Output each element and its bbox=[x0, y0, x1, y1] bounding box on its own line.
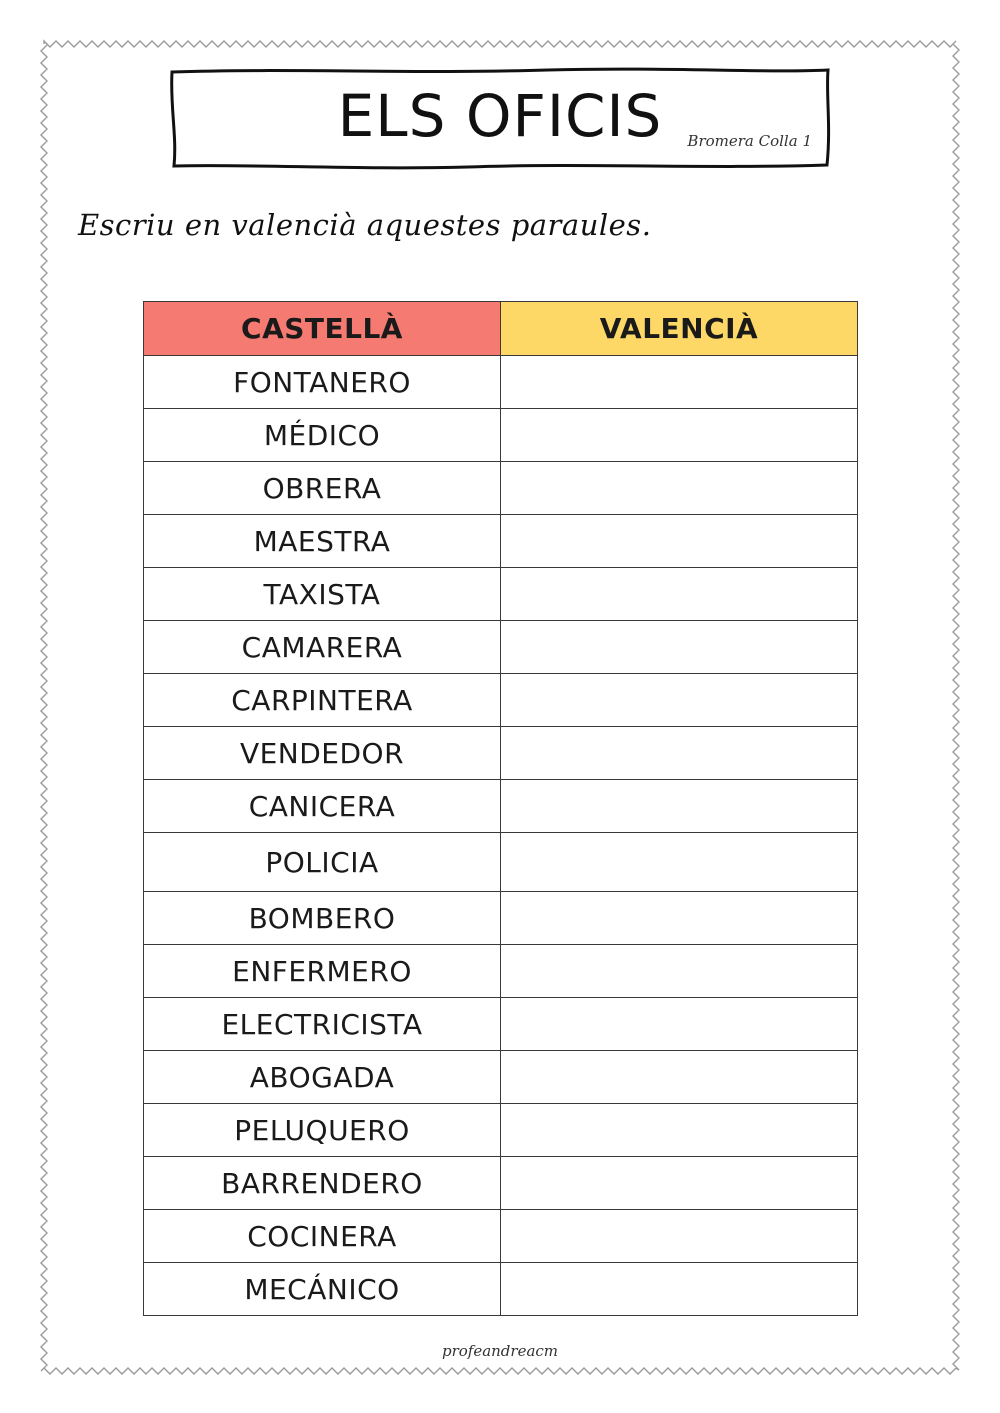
header-valencia: VALENCIÀ bbox=[501, 302, 858, 356]
valencia-answer-cell[interactable] bbox=[501, 568, 858, 621]
valencia-answer-cell[interactable] bbox=[501, 1210, 858, 1263]
valencia-answer-cell[interactable] bbox=[501, 462, 858, 515]
table-row bbox=[144, 356, 858, 409]
footer-credit: profeandreacm bbox=[441, 1342, 559, 1360]
castella-word-cell: ELECTRICISTA bbox=[144, 998, 501, 1051]
castella-word-cell: ABOGADA bbox=[144, 1051, 501, 1104]
castella-word-cell: MECÁNICO bbox=[144, 1263, 501, 1316]
table-row bbox=[144, 945, 858, 998]
table-row bbox=[144, 1263, 858, 1316]
valencia-answer-cell[interactable] bbox=[501, 1263, 858, 1316]
castella-word-cell: PELUQUERO bbox=[144, 1104, 501, 1157]
castella-word-cell: BOMBERO bbox=[144, 892, 501, 945]
table-body bbox=[144, 356, 858, 1316]
castella-word-cell: TAXISTA bbox=[144, 568, 501, 621]
valencia-answer-cell[interactable] bbox=[501, 892, 858, 945]
table-row bbox=[144, 1210, 858, 1263]
castella-word-cell: ENFERMERO bbox=[144, 945, 501, 998]
valencia-answer-cell[interactable] bbox=[501, 1051, 858, 1104]
valencia-answer-cell[interactable] bbox=[501, 727, 858, 780]
valencia-answer-cell[interactable] bbox=[501, 356, 858, 409]
vocabulary-table bbox=[143, 301, 858, 1316]
castella-word-cell: MAESTRA bbox=[144, 515, 501, 568]
valencia-answer-cell[interactable] bbox=[501, 780, 858, 833]
table-row bbox=[144, 998, 858, 1051]
header-castella: CASTELLÀ bbox=[144, 302, 501, 356]
table-row bbox=[144, 1051, 858, 1104]
valencia-answer-cell[interactable] bbox=[501, 1104, 858, 1157]
castella-word-cell: OBRERA bbox=[144, 462, 501, 515]
valencia-answer-cell[interactable] bbox=[501, 998, 858, 1051]
castella-word-cell: POLICIA bbox=[144, 833, 501, 892]
page-title: ELS OFICIS bbox=[337, 82, 663, 150]
table-row bbox=[144, 1157, 858, 1210]
castella-word-cell: CARPINTERA bbox=[144, 674, 501, 727]
castella-word-cell: CANICERA bbox=[144, 780, 501, 833]
table-row bbox=[144, 462, 858, 515]
castella-word-cell: FONTANERO bbox=[144, 356, 501, 409]
valencia-answer-cell[interactable] bbox=[501, 621, 858, 674]
valencia-answer-cell[interactable] bbox=[501, 1157, 858, 1210]
title-box bbox=[168, 66, 832, 170]
table-row bbox=[144, 409, 858, 462]
table-row bbox=[144, 892, 858, 945]
valencia-answer-cell[interactable] bbox=[501, 945, 858, 998]
valencia-answer-cell[interactable] bbox=[501, 409, 858, 462]
castella-word-cell: MÉDICO bbox=[144, 409, 501, 462]
table-row bbox=[144, 621, 858, 674]
source-tag: Bromera Colla 1 bbox=[687, 132, 812, 150]
table-row bbox=[144, 780, 858, 833]
instruction-text: Escriu en valencià aquestes paraules. bbox=[78, 208, 652, 242]
valencia-answer-cell[interactable] bbox=[501, 674, 858, 727]
table-header-row bbox=[144, 302, 858, 356]
table-row bbox=[144, 833, 858, 892]
table-row bbox=[144, 674, 858, 727]
castella-word-cell: COCINERA bbox=[144, 1210, 501, 1263]
castella-word-cell: CAMARERA bbox=[144, 621, 501, 674]
castella-word-cell: VENDEDOR bbox=[144, 727, 501, 780]
castella-word-cell: BARRENDERO bbox=[144, 1157, 501, 1210]
table-row bbox=[144, 515, 858, 568]
table-row bbox=[144, 727, 858, 780]
table-row bbox=[144, 568, 858, 621]
valencia-answer-cell[interactable] bbox=[501, 833, 858, 892]
table-row bbox=[144, 1104, 858, 1157]
vocabulary-table-container bbox=[143, 301, 858, 1316]
valencia-answer-cell[interactable] bbox=[501, 515, 858, 568]
